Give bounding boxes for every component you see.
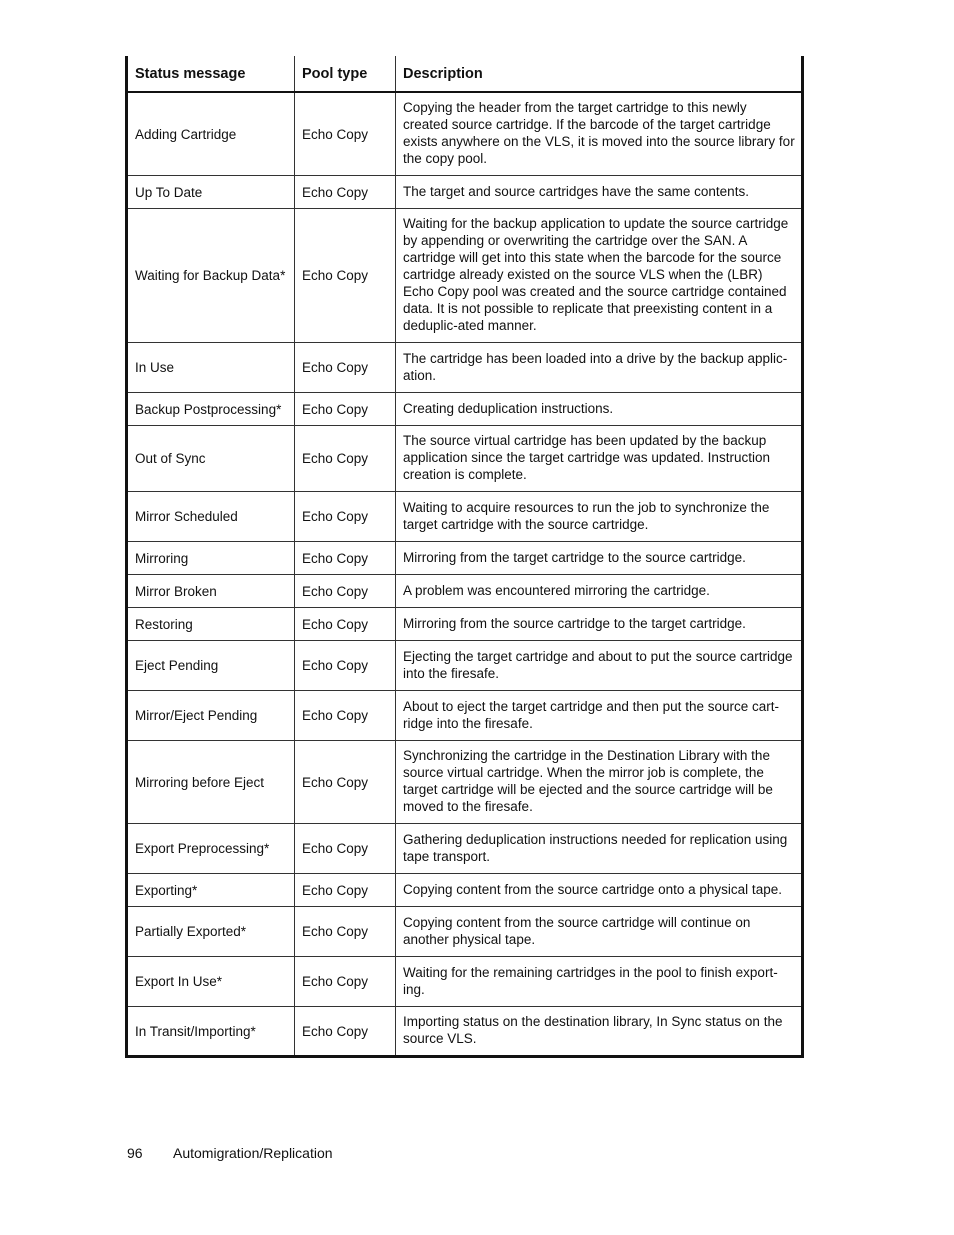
pool-type-cell: Echo Copy (295, 492, 396, 542)
pool-type-cell: Echo Copy (295, 426, 396, 492)
header-row (127, 56, 803, 92)
description-cell: Creating deduplication instructions. (396, 393, 803, 426)
table-row (127, 1007, 803, 1057)
page-number: 96 (127, 1145, 143, 1161)
table-row (127, 492, 803, 542)
table-body (127, 92, 803, 1057)
status-table (125, 56, 804, 1058)
pool-type-cell: Echo Copy (295, 824, 396, 874)
status-message-cell: Mirroring (127, 542, 295, 575)
pool-type-cell: Echo Copy (295, 907, 396, 957)
description-cell: Waiting for the backup application to update the source cartridge by appending or overwriting the cartridge over the SAN. A cartridge will get into this state when the barcode for the source cartridge already existed on the source VLS when the (LBR) Echo Copy pool was created and the source cartridge contained data. It is not possible to replicate that preexisting content in a deduplic-ated manner. (396, 209, 803, 343)
status-message-cell: In Transit/Importing* (127, 1007, 295, 1057)
header-pool-type: Pool type (295, 56, 396, 92)
pool-type-cell: Echo Copy (295, 393, 396, 426)
table-row (127, 393, 803, 426)
description-cell: Importing status on the destination library, In Sync status on the source VLS. (396, 1007, 803, 1057)
description-cell: Copying content from the source cartridge will continue on another physical tape. (396, 907, 803, 957)
pool-type-cell: Echo Copy (295, 641, 396, 691)
table-row (127, 641, 803, 691)
pool-type-cell: Echo Copy (295, 343, 396, 393)
status-message-cell: Partially Exported* (127, 907, 295, 957)
status-message-cell: Eject Pending (127, 641, 295, 691)
status-message-cell: In Use (127, 343, 295, 393)
header-status-message: Status message (127, 56, 295, 92)
pool-type-cell: Echo Copy (295, 608, 396, 641)
table-row (127, 542, 803, 575)
description-cell: The cartridge has been loaded into a drive by the backup applic-ation. (396, 343, 803, 393)
status-message-cell: Mirror/Eject Pending (127, 691, 295, 741)
status-message-cell: Up To Date (127, 176, 295, 209)
description-cell: Waiting for the remaining cartridges in the pool to finish export-ing. (396, 957, 803, 1007)
description-cell: About to eject the target cartridge and then put the source cart-ridge into the firesafe. (396, 691, 803, 741)
description-cell: The target and source cartridges have the same contents. (396, 176, 803, 209)
status-message-cell: Mirror Broken (127, 575, 295, 608)
description-cell: Synchronizing the cartridge in the Destination Library with the source virtual cartridge. When the mirror job is complete, the target cartridge will be ejected and the source cartridge will be moved to the firesafe. (396, 741, 803, 824)
header-description: Description (396, 56, 803, 92)
table-row (127, 343, 803, 393)
pool-type-cell: Echo Copy (295, 874, 396, 907)
description-cell: Mirroring from the source cartridge to the target cartridge. (396, 608, 803, 641)
status-message-cell: Export In Use* (127, 957, 295, 1007)
description-cell: Mirroring from the target cartridge to the source cartridge. (396, 542, 803, 575)
table-row (127, 575, 803, 608)
description-cell: A problem was encountered mirroring the cartridge. (396, 575, 803, 608)
status-message-cell: Adding Cartridge (127, 92, 295, 176)
status-message-cell: Restoring (127, 608, 295, 641)
pool-type-cell: Echo Copy (295, 1007, 396, 1057)
pool-type-cell: Echo Copy (295, 957, 396, 1007)
table-row (127, 741, 803, 824)
description-cell: Gathering deduplication instructions needed for replication using tape transport. (396, 824, 803, 874)
description-cell: Copying the header from the target cartridge to this newly created source cartridge. If the barcode of the target cartridge exists anywhere on the VLS, it is moved into the source library for the copy pool. (396, 92, 803, 176)
status-table-container (125, 56, 801, 1058)
description-cell: Ejecting the target cartridge and about to put the source cartridge into the firesafe. (396, 641, 803, 691)
table-row (127, 874, 803, 907)
table-row (127, 426, 803, 492)
status-message-cell: Export Preprocessing* (127, 824, 295, 874)
status-message-cell: Exporting* (127, 874, 295, 907)
table-row (127, 92, 803, 176)
table-row (127, 907, 803, 957)
table-header (127, 56, 803, 92)
table-row (127, 608, 803, 641)
pool-type-cell: Echo Copy (295, 176, 396, 209)
status-message-cell: Out of Sync (127, 426, 295, 492)
status-message-cell: Mirror Scheduled (127, 492, 295, 542)
section-title: Automigration/Replication (173, 1145, 333, 1161)
status-message-cell: Backup Postprocessing* (127, 393, 295, 426)
pool-type-cell: Echo Copy (295, 209, 396, 343)
table-row (127, 209, 803, 343)
description-cell: Waiting to acquire resources to run the job to synchronize the target cartridge with the source cartridge. (396, 492, 803, 542)
pool-type-cell: Echo Copy (295, 575, 396, 608)
status-message-cell: Waiting for Backup Data* (127, 209, 295, 343)
description-cell: The source virtual cartridge has been updated by the backup application since the target cartridge was updated. Instruction creation is complete. (396, 426, 803, 492)
pool-type-cell: Echo Copy (295, 542, 396, 575)
table-row (127, 824, 803, 874)
description-cell: Copying content from the source cartridge onto a physical tape. (396, 874, 803, 907)
pool-type-cell: Echo Copy (295, 92, 396, 176)
pool-type-cell: Echo Copy (295, 741, 396, 824)
table-row (127, 957, 803, 1007)
table-row (127, 176, 803, 209)
page-footer (127, 1145, 333, 1161)
table-row (127, 691, 803, 741)
status-message-cell: Mirroring before Eject (127, 741, 295, 824)
pool-type-cell: Echo Copy (295, 691, 396, 741)
